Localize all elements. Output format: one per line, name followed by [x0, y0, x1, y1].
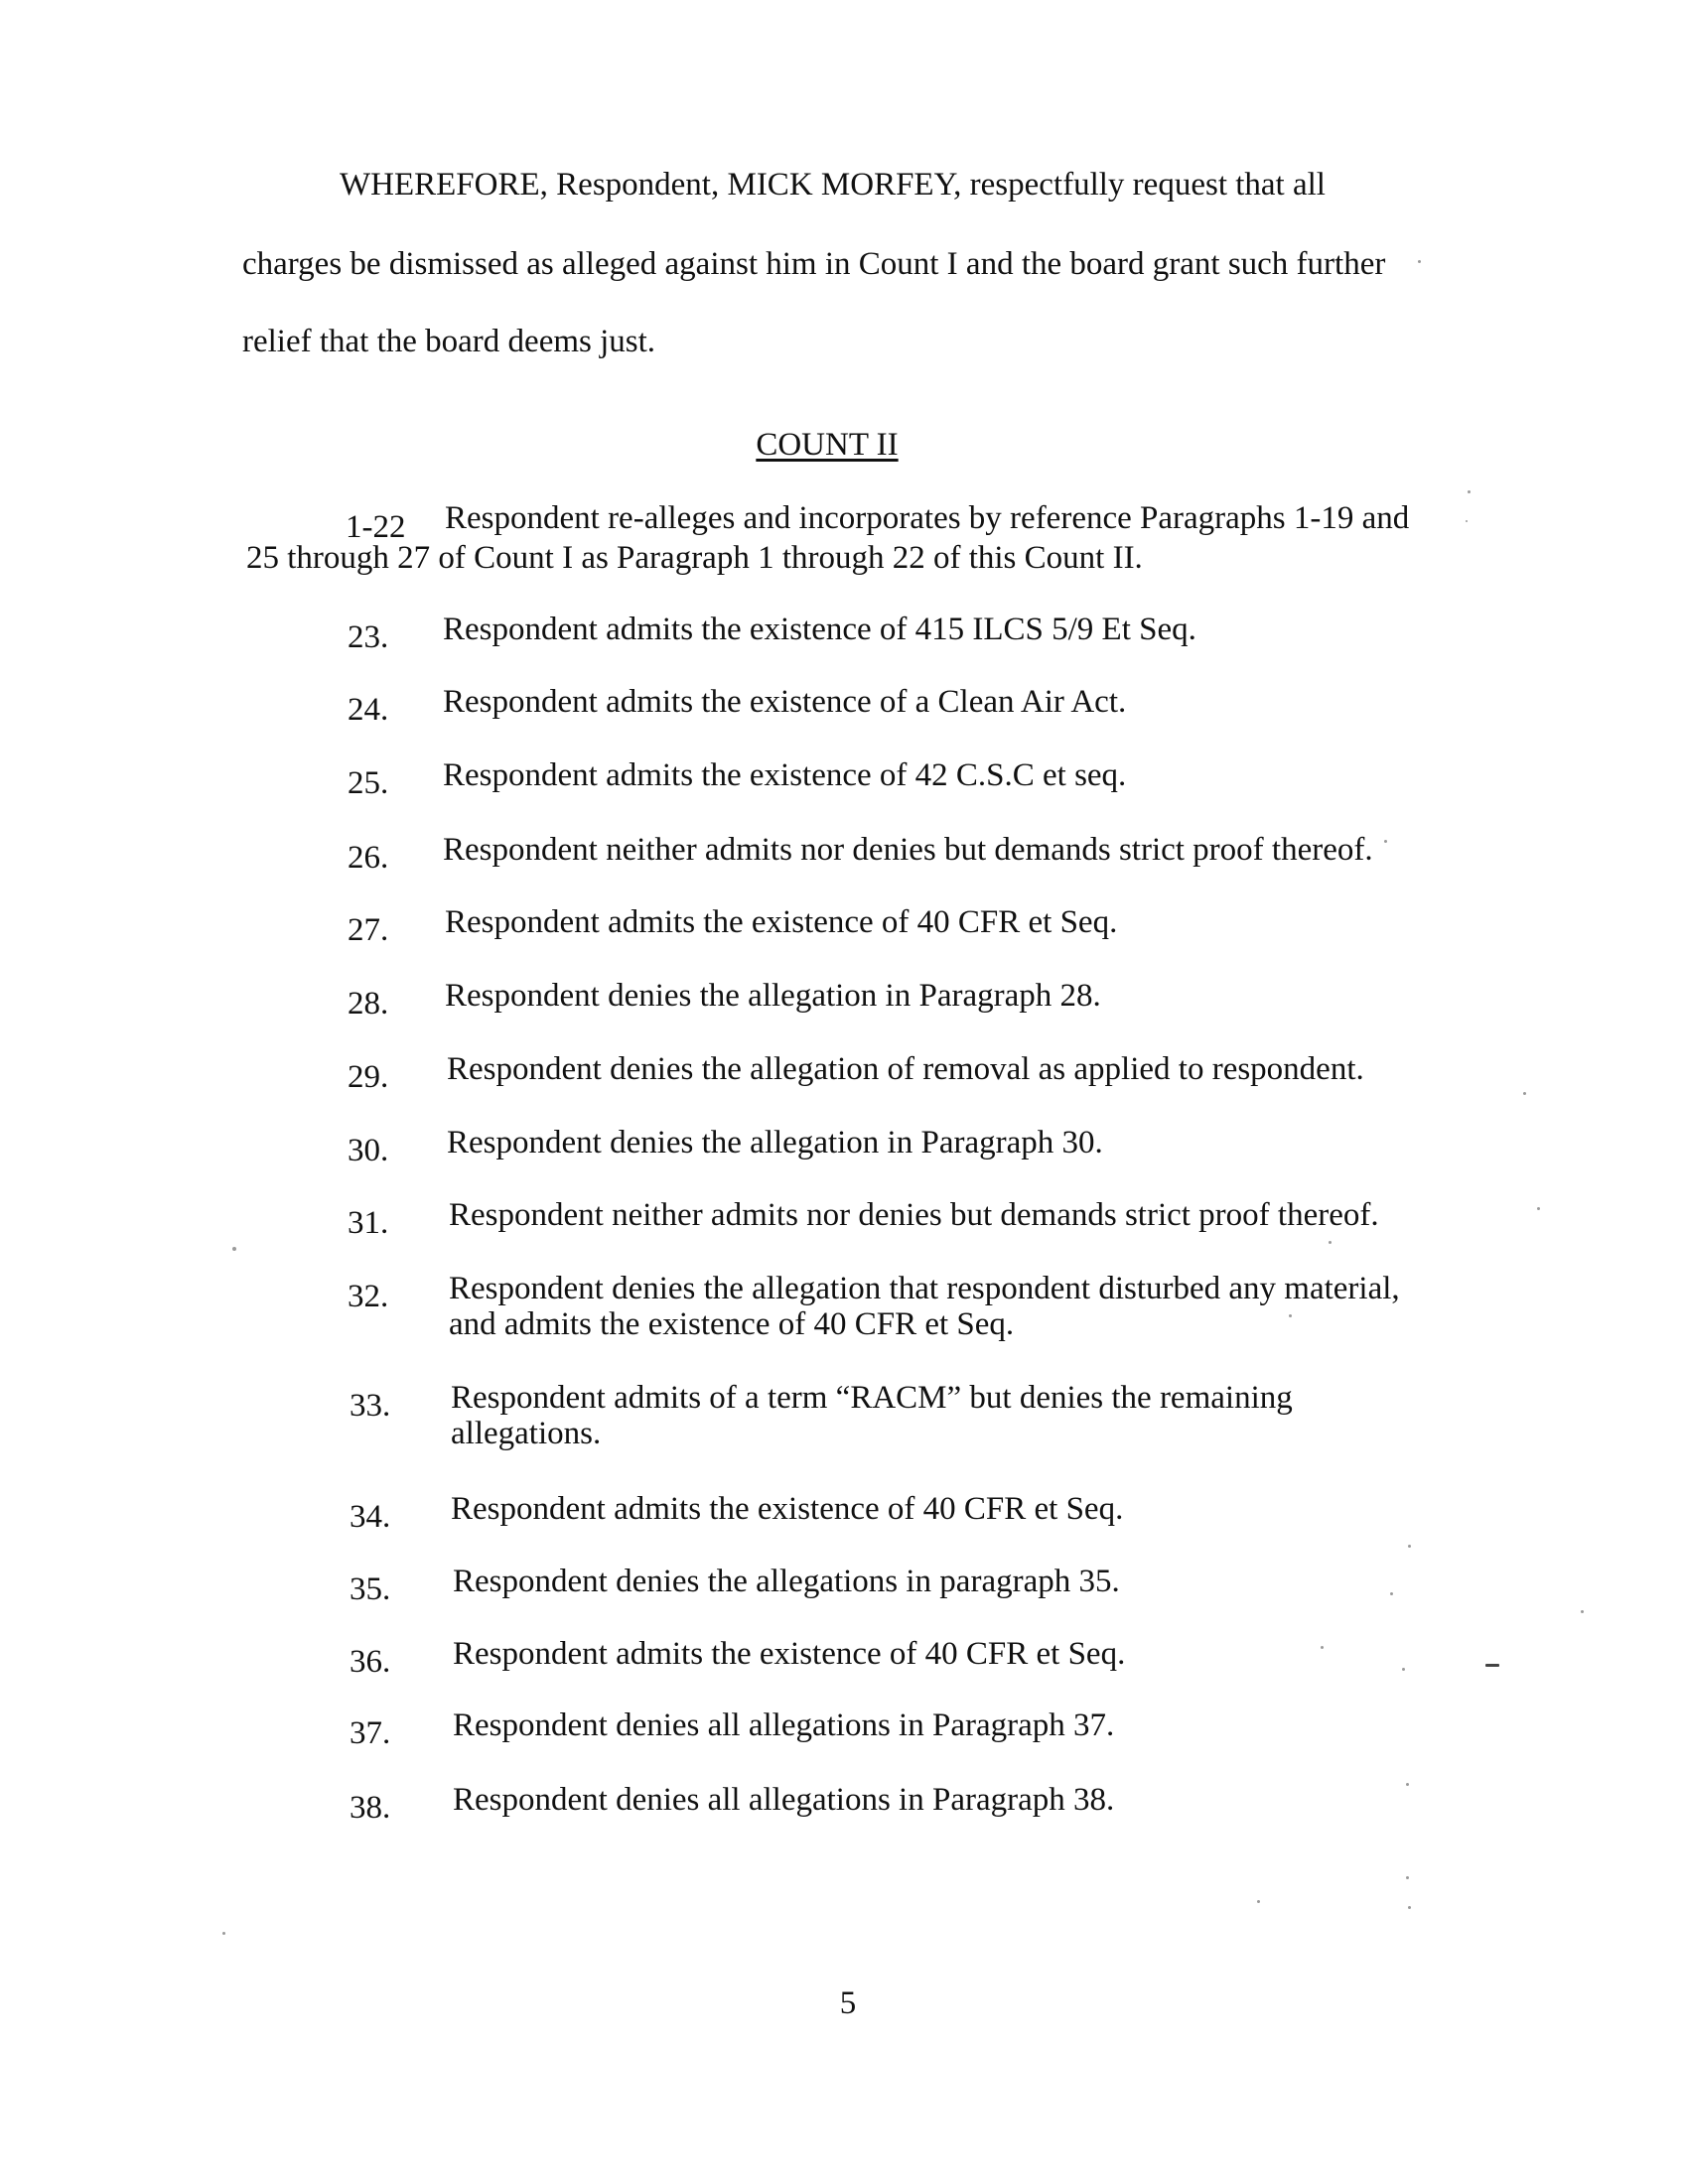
paragraph-text-line: Respondent denies all allegations in Paragraph 37.: [453, 1707, 1115, 1743]
paragraph-text-line: Respondent admits the existence of 40 CFR et Seq.: [451, 1491, 1124, 1527]
paragraph-text-line: Respondent admits the existence of 415 ILCS 5/9 Et Seq.: [443, 612, 1196, 647]
scan-speck: [1402, 1668, 1405, 1671]
paragraph-text-line: Respondent denies the allegation of removal as applied to respondent.: [447, 1051, 1364, 1087]
scan-speck: [1485, 1664, 1499, 1667]
paragraph-text: [443, 757, 1126, 793]
paragraph-number: 31.: [348, 1205, 389, 1241]
paragraph-text: [445, 978, 1101, 1014]
paragraph-text-line: Respondent admits of a term “RACM” but denies the remaining: [451, 1380, 1293, 1416]
paragraph-text: [447, 1125, 1103, 1160]
paragraph-text-line: Respondent neither admits nor denies but demands strict proof thereof.: [443, 832, 1373, 868]
wherefore-line-1: WHEREFORE, Respondent, MICK MORFEY, respectfully request that all: [340, 167, 1326, 203]
scan-speck: [1384, 840, 1387, 843]
scan-speck: [1406, 1876, 1409, 1879]
scan-speck: [1390, 1592, 1393, 1595]
wherefore-line-3: relief that the board deems just.: [242, 324, 656, 359]
scan-speck: [1321, 1646, 1324, 1649]
scan-speck: [1581, 1610, 1584, 1613]
paragraph-text-line: allegations.: [451, 1416, 602, 1451]
scan-speck: [1523, 1092, 1526, 1095]
paragraph-text: [451, 1380, 1293, 1451]
scan-speck: [1408, 1906, 1411, 1909]
page-number: [0, 1985, 1684, 2021]
paragraph-text-line: Respondent admits the existence of 42 C.S.C et seq.: [443, 757, 1127, 793]
paragraph-text-line: Respondent neither admits nor denies but demands strict proof thereof.: [449, 1197, 1379, 1233]
paragraph-text-line: Respondent denies the allegation in Paragraph 28.: [445, 978, 1101, 1014]
paragraph-number: 24.: [348, 692, 389, 728]
paragraph-number: 36.: [350, 1644, 391, 1680]
paragraph-number: 23.: [348, 619, 389, 655]
paragraph-text: [449, 1197, 1379, 1233]
paragraph-text: [453, 1782, 1114, 1818]
paragraph-number: 26.: [348, 840, 389, 876]
paragraph-text-line: Respondent denies the allegations in paragraph 35.: [453, 1564, 1120, 1599]
intro-paragraph-line-1: Respondent re-alleges and incorporates by reference Paragraphs 1-19 and: [445, 500, 1410, 536]
scan-speck: [1418, 260, 1421, 263]
paragraph-text-line: Respondent admits the existence of a Clean Air Act.: [443, 684, 1127, 720]
scan-speck: [1406, 1783, 1409, 1786]
paragraph-number: 35.: [350, 1571, 391, 1607]
paragraph-text-line: and admits the existence of 40 CFR et Seq.: [449, 1306, 1015, 1342]
paragraph-text-line: Respondent admits the existence of 40 CFR et Seq.: [453, 1636, 1126, 1672]
paragraph-number: 32.: [348, 1279, 389, 1314]
paragraph-text-line: Respondent denies all allegations in Paragraph 38.: [453, 1782, 1115, 1818]
paragraph-text: [453, 1564, 1120, 1599]
scan-speck: [1408, 1545, 1411, 1548]
paragraph-text: [443, 832, 1373, 868]
paragraph-text: [453, 1636, 1125, 1672]
paragraph-number: 37.: [350, 1715, 391, 1751]
paragraph-text: [453, 1707, 1114, 1743]
paragraph-text: [443, 684, 1126, 720]
wherefore-line-2: charges be dismissed as alleged against him in Count I and the board grant such further: [242, 246, 1386, 282]
scan-speck: [1289, 1314, 1292, 1317]
scan-speck: [1537, 1207, 1540, 1210]
paragraph-number: 29.: [348, 1059, 389, 1095]
paragraph-number: 28.: [348, 986, 389, 1022]
scan-speck: [1466, 520, 1468, 522]
scan-speck: [1257, 1900, 1260, 1903]
scan-speck: [222, 1932, 225, 1935]
scan-speck: [232, 1247, 236, 1251]
intro-paragraph-number: 1-22: [346, 509, 406, 545]
paragraph-text-line: Respondent denies the allegation in Paragraph 30.: [447, 1125, 1103, 1160]
paragraph-number: 27.: [348, 912, 389, 948]
paragraph-text-line: Respondent admits the existence of 40 CFR et Seq.: [445, 904, 1118, 940]
scan-speck: [1468, 490, 1471, 493]
paragraph-text: [447, 1051, 1364, 1087]
paragraph-text: [443, 612, 1196, 647]
paragraph-number: 33.: [350, 1388, 391, 1424]
paragraph-number: 25.: [348, 765, 389, 801]
page-number-text: 5: [839, 1985, 857, 2021]
count-heading: [0, 427, 1684, 463]
paragraph-text: [451, 1491, 1123, 1527]
paragraph-number: 30.: [348, 1133, 389, 1168]
paragraph-number: 34.: [350, 1499, 391, 1535]
count-heading-text: COUNT II: [756, 427, 899, 463]
paragraph-text: [445, 904, 1117, 940]
paragraph-text-line: Respondent denies the allegation that respondent disturbed any material,: [449, 1271, 1400, 1306]
paragraph-number: 38.: [350, 1790, 391, 1826]
intro-paragraph-line-2: 25 through 27 of Count I as Paragraph 1 through 22 of this Count II.: [246, 540, 1143, 576]
paragraph-text: [449, 1271, 1400, 1342]
scan-speck: [1329, 1241, 1332, 1244]
